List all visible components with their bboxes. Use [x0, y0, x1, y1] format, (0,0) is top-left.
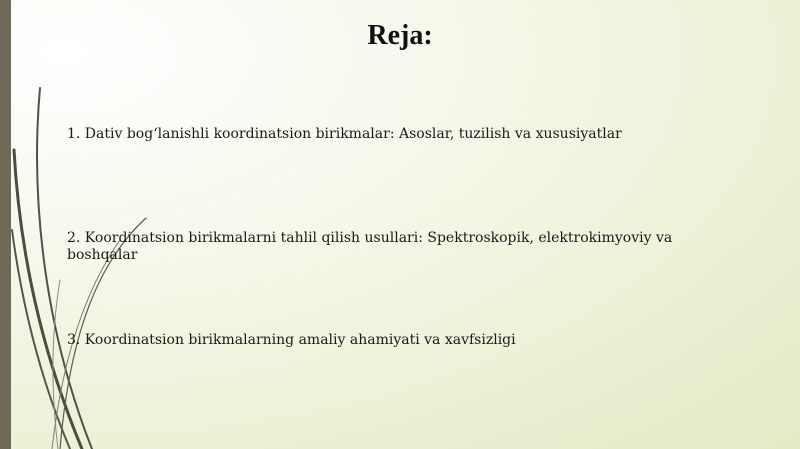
plan-item-2: 2. Koordinatsion birikmalarni tahlil qilish usullari: Spektroskopik, elektrokimyoviy va boshqalar [67, 230, 673, 263]
slide-title: Reja: [367, 20, 433, 51]
left-accent-strip [0, 0, 11, 449]
plan-item-1: 1. Dativ bog‘lanishli koordinatsion birikmalar: Asoslar, tuzilish va xususiyatlar [67, 126, 622, 142]
plan-item-3: 3. Koordinatsion birikmalarning amaliy ahamiyati va xavfsizligi [67, 332, 516, 348]
